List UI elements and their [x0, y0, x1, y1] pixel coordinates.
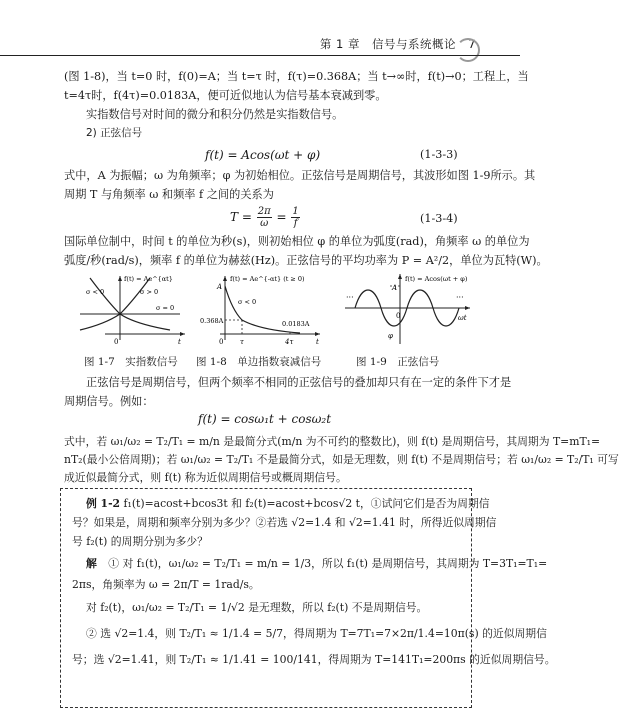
example-question-line: 号 f₂(t) 的周期分别为多少？ — [72, 535, 208, 548]
solution-line: 号；选 √2=1.41，则 T₂/T₁ ≈ 1/1.41 = 100/141，得周期为 T=141T₁=200πs 的近似周期信号。 — [72, 653, 556, 666]
figures-row — [60, 272, 480, 352]
paragraph-line: (图 1-8)，当 t=0 时，f(0)=A；当 t=τ 时，f(τ)=0.368A；当 t→∞时，f(t)→0；工程上，当 — [64, 70, 529, 83]
solution-line: 2πs，角频率为 ω = 2π/T = 1rad/s。 — [72, 578, 260, 591]
solution-label: 解 — [86, 557, 97, 570]
fig18-axis: t — [316, 338, 319, 346]
fig18-tau: τ — [240, 338, 244, 346]
fraction: $\frac{1}{f}$ — [292, 206, 299, 229]
section-heading: 2) 正弦信号 — [86, 127, 143, 139]
fig18-A: A — [217, 283, 223, 291]
fig17-label: σ > 0 — [140, 288, 159, 296]
example-question — [86, 494, 490, 513]
fig18-4tau: 4τ — [285, 338, 294, 346]
fig19-ylabel: f(t) = Acos(ωt + φ) — [405, 275, 468, 283]
paragraph-line: 周期信号。例如： — [64, 395, 154, 408]
fig17-label: σ = 0 — [156, 304, 175, 312]
fig17-axis: t — [178, 338, 181, 346]
paragraph-line: 国际单位制中，时间 t 的单位为秒(s)，则初始相位 φ 的单位为弧度(rad)，角频率 ω 的单位为 — [64, 235, 530, 248]
equation-number: (1-3-3) — [420, 148, 458, 161]
chapter-title: 第 1 章 信号与系统概论 — [319, 37, 457, 51]
fig18-ratio: 0.368A — [200, 317, 224, 325]
fig19-ellipsis-right: ··· — [456, 293, 464, 302]
fig19-origin: 0 — [396, 312, 401, 320]
paragraph-line: 正弦信号是周期信号，但两个频率不相同的正弦信号的叠加却只有在一定的条件下才是 — [86, 376, 512, 389]
page-number: 7 — [468, 37, 476, 51]
paragraph-line: 成近似最简分式，则 f(t) 称为近似周期信号或概周期信号。 — [64, 471, 347, 484]
fig17-origin: 0 — [114, 338, 119, 346]
example-question-line: 号？如果是，周期和频率分别为多少？②若选 √2=1.4 和 √2=1.41 时，所得近似周期信 — [72, 516, 497, 529]
example-title: 例 1-2 — [86, 497, 121, 510]
fig18-sigma: σ < 0 — [238, 298, 257, 306]
fig-1-9 — [345, 274, 470, 344]
figure-caption: 图 1-7 实指数信号 — [84, 356, 178, 368]
fig17-label: σ < 0 — [86, 288, 105, 296]
solution-line: 对 f₂(t)，ω₁/ω₂ = T₂/T₁ = 1/√2 是无理数，所以 f₂(t) 不是周期信号。 — [86, 601, 428, 614]
fig19-axis: ωt — [458, 314, 467, 322]
equation-1-3-3: f(t) = Acos(ωt + φ) — [205, 148, 321, 162]
equation-sum: f(t) = cosω₁t + cosω₂t — [198, 412, 332, 426]
fig18-ylabel: f(t) = Ae^{-αt} (t ≥ 0) — [230, 275, 305, 283]
equation-1-3-4 — [230, 206, 301, 229]
paragraph-line: 式中，A 为振幅；ω 为角频率；φ 为初始相位。正弦信号是周期信号，其波形如图 1-9所示。其 — [64, 169, 536, 182]
equation-number: (1-3-4) — [420, 212, 458, 225]
solution-line — [86, 554, 547, 573]
fig-1-8 — [200, 275, 320, 346]
paragraph-line: 周期 T 与角频率 ω 和频率 f 之间的关系为 — [64, 188, 274, 201]
paragraph-line: t=4τ时，f(4τ)=0.0183A，便可近似地认为信号基本衰减到零。 — [64, 89, 387, 102]
header-rule — [0, 55, 520, 56]
fig17-ylabel: f(t) = Ae^{αt} — [124, 275, 173, 283]
eq-equals: = — [276, 210, 287, 224]
paragraph-line: nT₂(最小公倍周期)；若 ω₁/ω₂ = T₂/T₁ 不是最简分式，如是无理数，则 f(t) 不是周期信号；若 ω₁/ω₂ = T₂/T₁ 可写 — [64, 453, 619, 466]
solution-line: ② 选 √2=1.4，则 T₂/T₁ ≈ 1/1.4 = 5/7，得周期为 T=7T₁=7×2π/1.4=10π(s) 的近似周期信 — [86, 627, 547, 640]
fig18-origin: 0 — [219, 338, 224, 346]
fig19-phi: φ — [388, 332, 393, 340]
eq-lhs: T = — [230, 210, 252, 224]
solution-text: ① 对 f₁(t)，ω₁/ω₂ = T₂/T₁ = m/n = 1/3，所以 f₁(t) 是周期信号，其周期为 T=3T₁=T₁= — [108, 557, 548, 570]
example-question-line: f₁(t)=acost+bcos3t 和 f₂(t)=acost+bcos√2 t，①试问它们是否为周期信 — [123, 497, 490, 510]
page-ornament — [456, 38, 480, 62]
paragraph-line: 式中，若 ω₁/ω₂ = T₂/T₁ = m/n 是最简分式(m/n 为不可约的整数比)，则 f(t) 是周期信号，其周期为 T=mT₁= — [64, 435, 601, 448]
figure-caption: 图 1-9 正弦信号 — [356, 356, 440, 368]
figure-caption: 图 1-8 单边指数衰减信号 — [196, 356, 322, 368]
fraction: $\frac{2\pi}{\omega}$ — [257, 206, 271, 229]
paragraph-line: 实指数信号对时间的微分和积分仍然是实指数信号。 — [86, 108, 344, 121]
fig18-small: 0.0183A — [282, 320, 310, 328]
running-header — [320, 36, 476, 52]
fig19-ellipsis-left: ··· — [346, 293, 354, 302]
paragraph-line: 弧度/秒(rad/s)，频率 f 的单位为赫兹(Hz)。正弦信号的平均功率为 P = A²/2，单位为瓦特(W)。 — [64, 254, 548, 267]
fig19-A: A — [392, 284, 398, 292]
fig-1-7 — [80, 275, 185, 346]
